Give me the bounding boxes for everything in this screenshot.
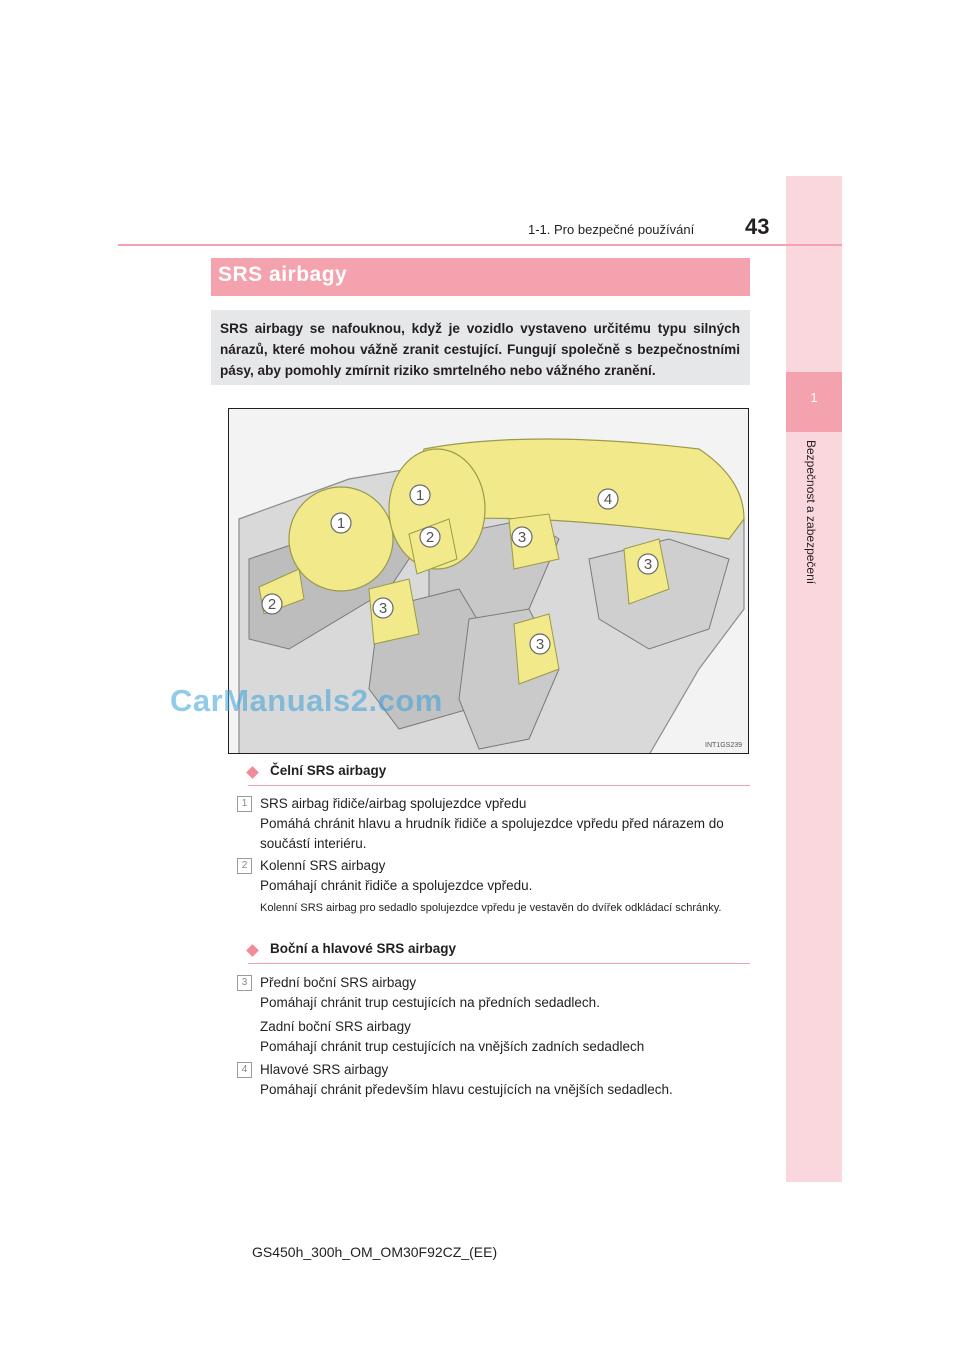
callout-label: 4 bbox=[603, 491, 613, 508]
subheading-side-curtain-airbags: Boční a hlavové SRS airbagy bbox=[270, 941, 457, 956]
footer-doc-code: GS450h_300h_OM_OM30F92CZ_(EE) bbox=[252, 1244, 498, 1260]
chapter-number: 1 bbox=[810, 390, 818, 405]
item-name: SRS airbag řidiče/airbag spolujezdce vpředu bbox=[260, 796, 527, 811]
callout-label: 1 bbox=[336, 515, 346, 532]
item-badge: 2 bbox=[237, 858, 252, 874]
callout-label: 3 bbox=[535, 636, 545, 653]
section-title: SRS airbagy bbox=[218, 263, 348, 286]
subheading-rule bbox=[248, 785, 750, 786]
page-number: 43 bbox=[745, 214, 770, 239]
driver-airbag bbox=[289, 487, 393, 591]
item-curtain-airbags bbox=[260, 1060, 750, 1100]
callout-label: 2 bbox=[267, 596, 277, 613]
item-description: Pomáhají chránit především hlavu cestujících na vnějších sedadlech. bbox=[260, 1082, 673, 1097]
callout-label: 3 bbox=[378, 600, 388, 617]
item-front-side-airbags bbox=[260, 973, 750, 1057]
callout-label: 1 bbox=[415, 487, 425, 504]
watermark-logo: CarManuals2.com bbox=[170, 683, 443, 718]
intro-text: SRS airbagy se nafouknou, když je vozidlo vystaveno určitému typu silných nárazů, které mohou vážně zranit cestující. Fungují společně s bezpečnostními pásy, aby pomohly zmírnit riziko smrtelného nebo vážného zranění. bbox=[220, 321, 740, 378]
item-note: Kolenní SRS airbag pro sedadlo spolujezdce vpředu je vestavěn do dvířek odkládací schránky. bbox=[260, 902, 722, 914]
item-description: Pomáhají chránit řidiče a spolujezdce vpředu. bbox=[260, 878, 533, 893]
item-name: Přední boční SRS airbagy bbox=[260, 975, 417, 990]
item-frontal-airbag bbox=[260, 794, 750, 854]
subheading-frontal-airbags: Čelní SRS airbagy bbox=[270, 763, 387, 778]
item-name: Hlavové SRS airbagy bbox=[260, 1062, 389, 1077]
figure-code: INT1GS239 bbox=[705, 742, 742, 749]
callout-label: 3 bbox=[643, 556, 653, 573]
item-badge: 1 bbox=[237, 796, 252, 812]
item-name: Kolenní SRS airbagy bbox=[260, 858, 386, 873]
item-name-secondary: Zadní boční SRS airbagy bbox=[260, 1019, 411, 1034]
item-description-secondary: Pomáhají chránit trup cestujících na vnějších zadních sedadlech bbox=[260, 1039, 645, 1054]
diamond-bullet-icon bbox=[246, 944, 259, 957]
diamond-bullet-icon bbox=[246, 766, 259, 779]
item-description: Pomáhají chránit trup cestujících na předních sedadlech. bbox=[260, 995, 600, 1010]
item-badge: 3 bbox=[237, 975, 252, 991]
header-rule bbox=[118, 244, 842, 246]
chapter-title: Bezpečnost a zabezpečení bbox=[804, 440, 818, 585]
item-knee-airbags bbox=[260, 856, 750, 896]
callout-label: 2 bbox=[425, 529, 435, 546]
chapter-title-vertical bbox=[804, 440, 824, 680]
item-badge: 4 bbox=[237, 1062, 252, 1078]
subheading-rule bbox=[248, 963, 750, 964]
header-section-title: 1-1. Pro bezpečné používání bbox=[528, 222, 695, 237]
item-description: Pomáhá chránit hlavu a hrudník řidiče a spolujezdce vpředu před nárazem do součástí interiéru. bbox=[260, 816, 724, 851]
callout-label: 3 bbox=[517, 529, 527, 546]
